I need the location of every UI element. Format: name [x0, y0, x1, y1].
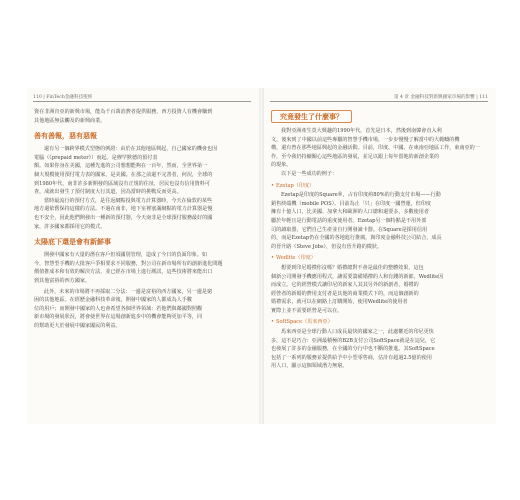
text-line: 司的讀取器，它們自己生產並自行開發讀卡器。在Square是採用信用 — [271, 226, 428, 233]
text-line: 也不安全，因此他們開發出一種新的預付器，今天南非是全球預付服務最好的國 — [34, 214, 213, 221]
right-page-header: 第 4 章 金融科技對新興國家市場的影響 | 111 — [393, 95, 488, 100]
text-line: 個大規模使用預付電力表的國家，是美國。在那之前還不完善者，何況，全球的 — [34, 171, 213, 178]
text-line: 開發中國家有大量的潛在客戶但須國別管理，造成了今日的負面印象。如 — [44, 252, 208, 259]
text-line: 今，智慧型手機的大批客戶爭相要求不同服務，對公司在新市場所有的創新進化問題 — [34, 260, 223, 267]
text-line: 用人口，顯示這個領域潛力無窮。 — [271, 363, 348, 370]
text-line: 的晉升路（Steve Jobs），但沒有晉升路的徵狀。 — [271, 243, 383, 250]
left-page-header: 110 | FinTech金融科技聖經 — [33, 95, 93, 100]
company-bullet-softspace — [271, 318, 487, 327]
right-header-rule — [270, 101, 488, 102]
bullet-title: Wedlite（印度） — [276, 255, 316, 262]
text-line: 地方還依舊保持這樣的方法。不過在南非，地下室裡塞滿網點的電力計算器是慢 — [34, 206, 213, 213]
text-line: 馬來西亞是全球行動人口成長最快的國家之一，此處權近的印尼更快 — [281, 329, 434, 336]
text-line: 價值推成本和有效的解決方法，並已經在市場上進行測試，這些技術將來能出口 — [34, 269, 213, 276]
text-line: 家，許多國家都採用它的模式。 — [34, 223, 106, 230]
right-page — [264, 88, 496, 424]
text-line: 屬於年輕且是行動電話的重度使用者。Ezetap另一個特點是不用外部 — [271, 217, 427, 224]
text-line: 新市場的發展狀況，將會使世界在這場創新進步中的機會能夠更加平等，同 — [34, 314, 203, 321]
left-header-rule — [33, 101, 251, 102]
text-line: 的現象。 — [271, 162, 292, 169]
text-line: 此外，未來的市場將不再採取二分法：一邊是富裕的西方國家，另一邊是窮 — [44, 288, 213, 295]
text-line: 以下是一些成功的例子： — [281, 170, 338, 177]
text-line: 到1980年代，南非許多新開發的區域沒有正規的住址，居民也沒有信用資料可 — [34, 180, 210, 187]
text-line: 構，還有曾在那些地區興起的金融活動。目前，印度、中國、在東南亞地區工作，東南亞的一 — [271, 145, 480, 152]
right-page-body — [271, 108, 487, 371]
company-bullet-ezetap — [271, 182, 487, 191]
bullet-icon: • — [271, 255, 275, 262]
text-line: 我對亞洲產生莫大興趣的1990年代，首先是日本，然後到南韓會直入利 — [281, 128, 442, 134]
text-line: 其他地區無法觸及的新興商業。 — [34, 117, 106, 124]
text-line: 銷售終端機（mobile POS）。目前為止「只」在印度一國營運，但印度 — [271, 200, 432, 207]
section-heading: 究竟發生了什麼事？ — [271, 110, 352, 123]
text-line: 擁有十億人口，比美國、加拿大和歐洲的人口總和還要多，多數使用者 — [271, 209, 429, 216]
text-line: 電腦（《prepaid meter》）而起。是穆罕默德的預付表 — [34, 154, 158, 161]
text-line: 多，這不是巧合：亞洲最積極的B2B支付公司SoftSpace就是在這兒，它 — [271, 337, 436, 344]
text-line: 包括了一系列的服務並提供給予中小型零售商，估計有超過2.5億的使用 — [271, 354, 432, 361]
bullet-title: Ezetap（印度） — [276, 182, 315, 189]
left-page-body — [34, 108, 250, 330]
text-line: 而成立。它的經營模式讓印尼的新家人其其另外的新創者，婚禮的 — [271, 282, 419, 289]
bullet-icon: • — [271, 182, 275, 189]
text-line: 經營者的新婚的費用支付者是其他的商業模式下的，而這個創新的 — [271, 290, 419, 297]
text-line: 查，成就出發生了預付制度大行其道，因為當時的挑戰反而更高。 — [34, 189, 182, 196]
text-line: 的幫助更大於發展中國家國民的利益。 — [34, 322, 121, 329]
text-line: 婚禮需求，就可以在網路上訂購開始，使用Wedlite的使用者 — [271, 299, 408, 306]
section-heading: 善有善報，惡有惡報 — [34, 131, 97, 141]
text-line: 的，而是Ezetap仍在全國的各地進行推廣，與印度金融科技公司結合，成長 — [271, 235, 442, 242]
text-line: 文，後來到了中國以前這些專屬的智慧手機市場，一步步慢慢了解當中的大範疇的機 — [271, 136, 460, 143]
bullet-icon: • — [271, 319, 275, 326]
text-line: 困的其他地區。在經歷金融科技革命後，開發中國家的人都成為人手數 — [34, 297, 192, 304]
bullet-title: SoftSpace（馬來西亞） — [276, 319, 333, 326]
left-page — [27, 88, 259, 424]
text-line: 位的用戶；而開發中國家的人也會希望各個世界領域：若他們與鄰國對照觀 — [34, 305, 203, 312]
text-line: 個新公司開發手機應用程式，讓需要籌備婚禮的人和有錢的新郎，Wedlite因 — [271, 273, 444, 280]
text-line: 作，至今我仍持續關心這些地區的發展，並足以跟上每年當地的新創企業的 — [271, 153, 440, 160]
text-line: 還有另一個跨界模式型態的例證：由於在其他地區興起，自己國家的機會也因 — [44, 146, 218, 153]
section-heading: 太陽底下還是會有新鮮事 — [34, 237, 111, 247]
text-line: 到其他富裕的西方國家。 — [34, 277, 91, 284]
text-line: 額。如果你身在美國，這種先進的公司想想能夠在一百年，然而，全世界第一 — [34, 163, 208, 170]
text-line: 資在非洲肯亞的新興市場，能為千百萬消費者提供服務，西方投資人有機會賺到 — [34, 109, 213, 115]
text-line: 實際上並不需要經營是可以在。 — [271, 307, 343, 314]
text-line: 想要到印尼婚禮你沒嗎？婚禮總對不會是最佳的整體效果，這包 — [281, 264, 424, 271]
text-line: 也發展了許多的金融服務，在全國的分行中也不斷的推進。其SoftSpace — [271, 346, 435, 353]
text-line: Ezetap是印度的Square®，占有印度約80%的行動支付市場——行動 — [281, 192, 441, 199]
text-line: 當時最流行的預付方式，是往返網點投與電力計算器時，今天在倫敦的某些 — [44, 197, 213, 204]
company-bullet-wedlite — [271, 254, 487, 263]
